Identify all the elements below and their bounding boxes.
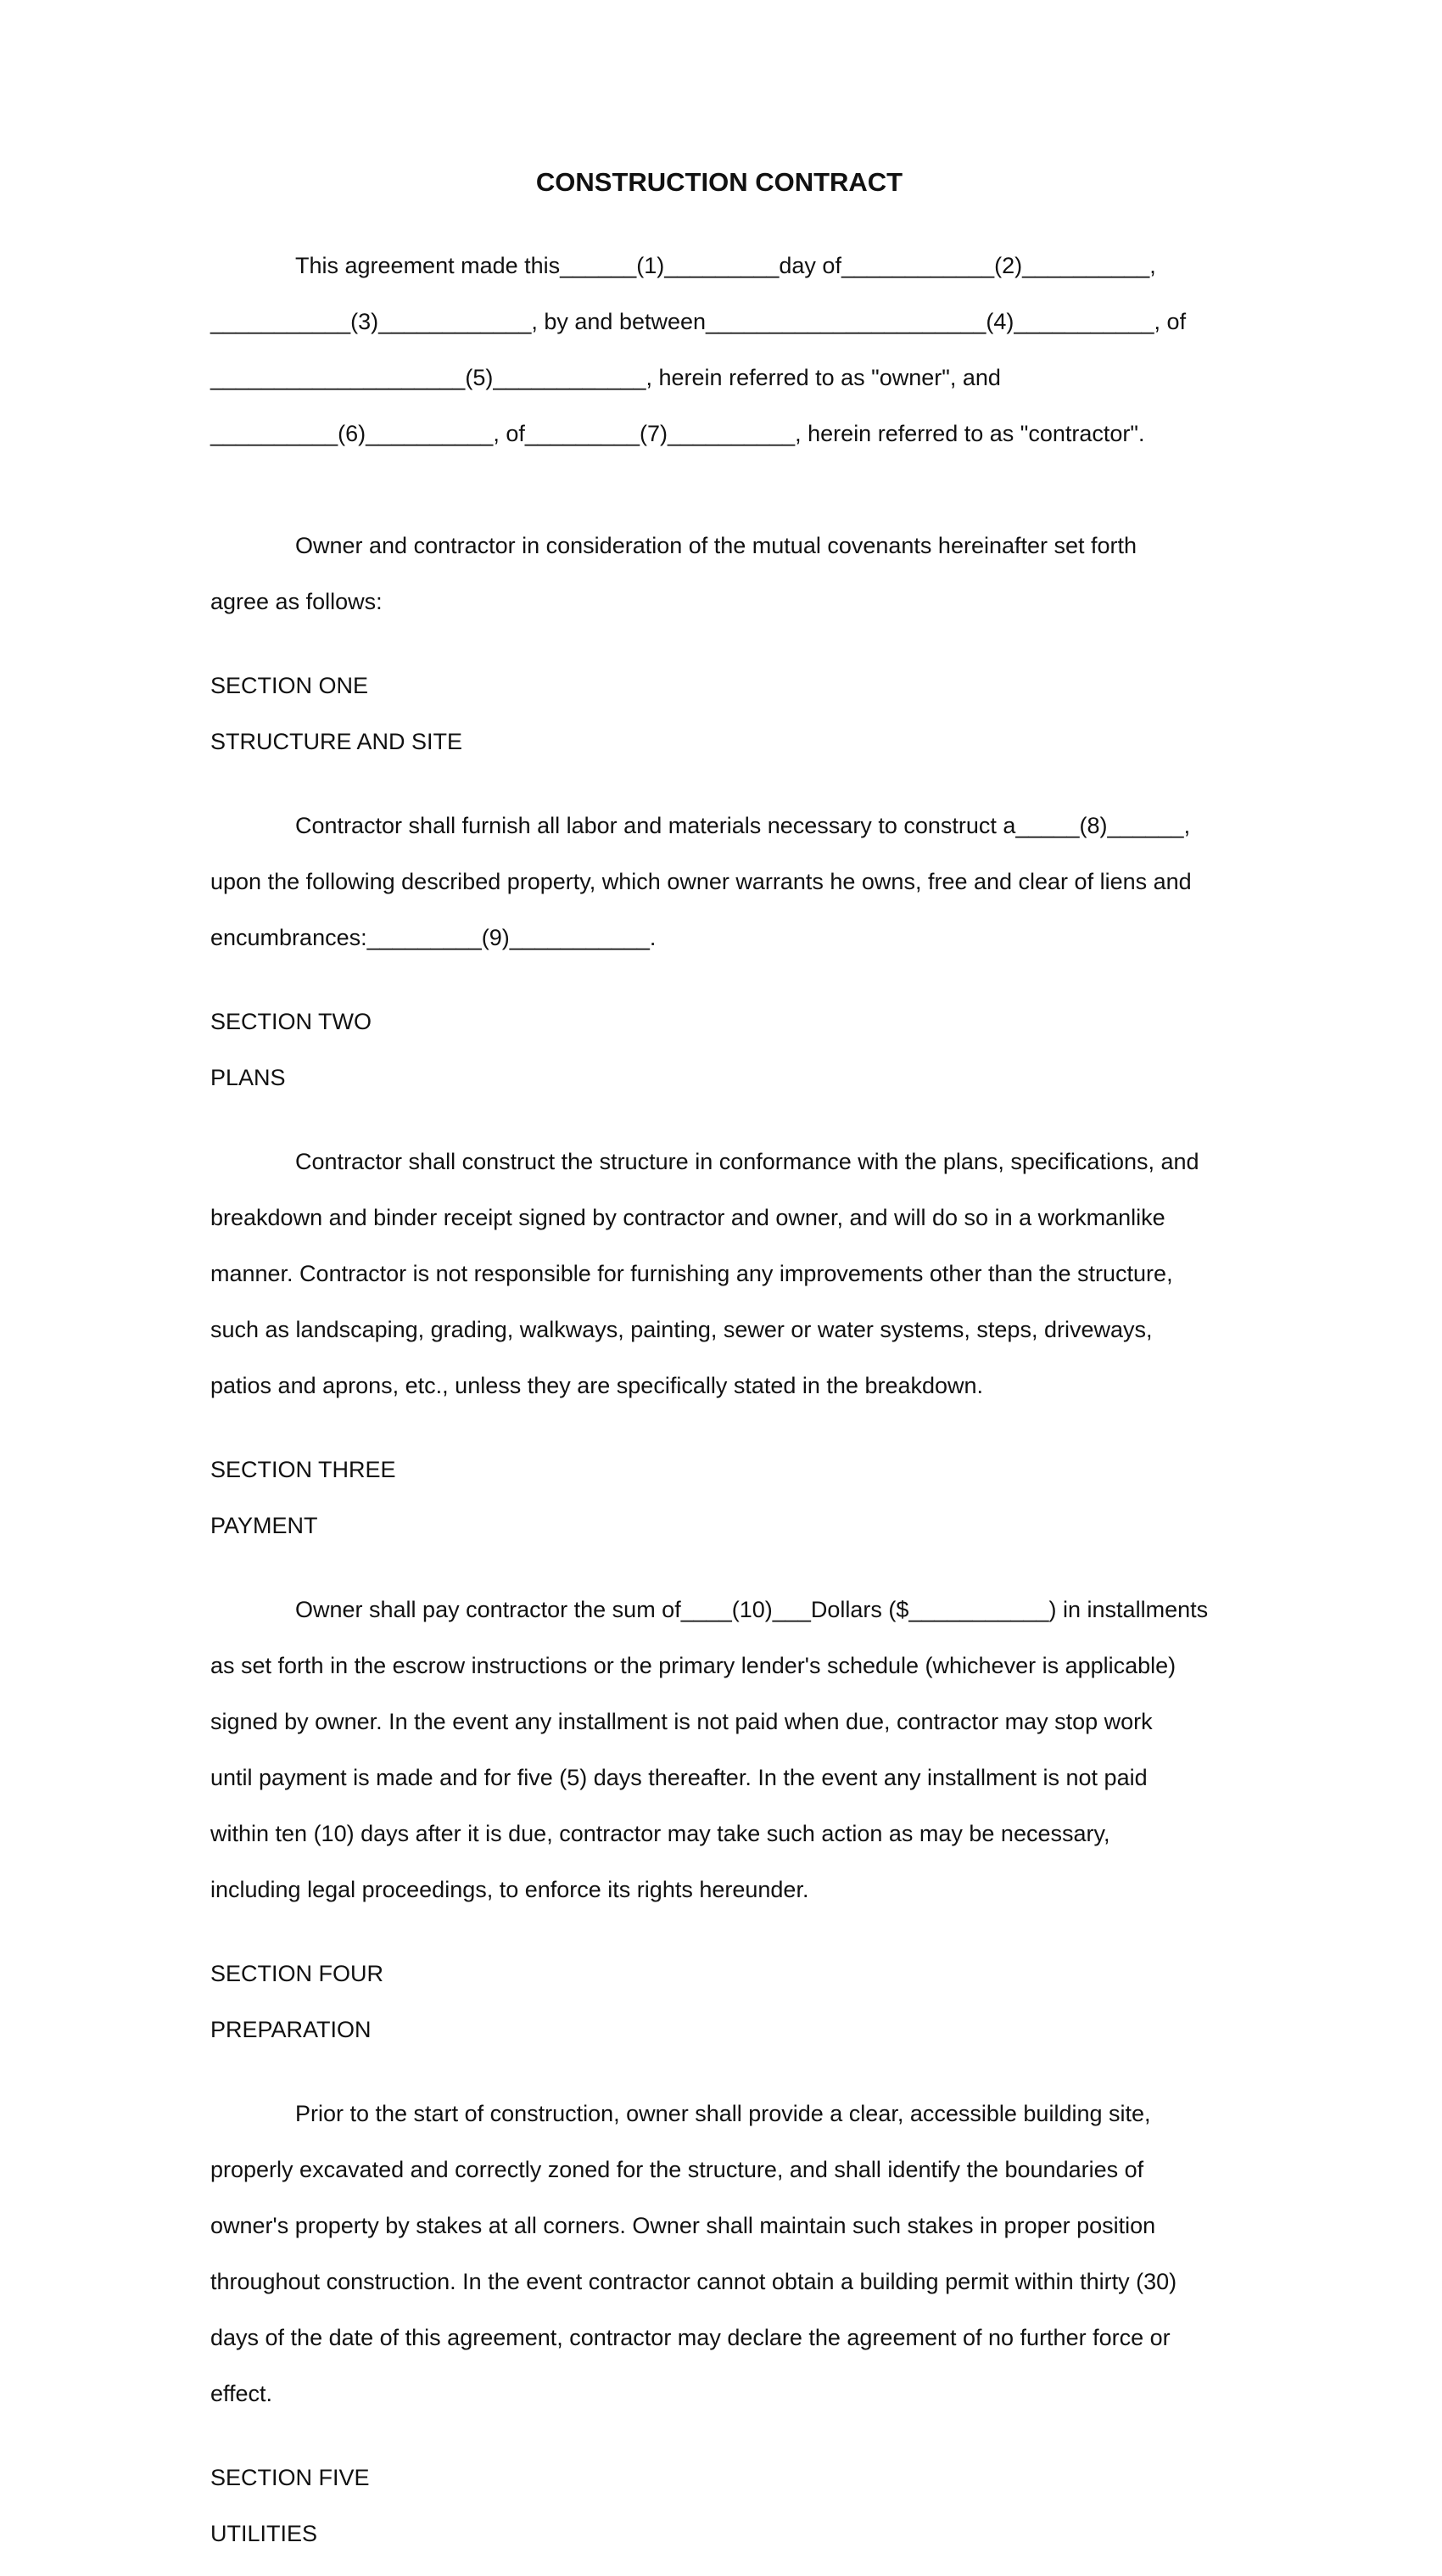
intro-line: ____________________(5)____________, herein referred to as "owner", and: [210, 365, 1001, 390]
body-line: Owner shall pay contractor the sum of____(10)___Dollars ($___________) in installments: [295, 1597, 1209, 1622]
body-line: properly excavated and correctly zoned for the structure, and shall identify the boundaries of: [210, 2157, 1144, 2182]
section-body: [210, 1120, 1228, 1428]
intro-line: __________(6)__________, of_________(7)__________, herein referred to as "contractor".: [210, 421, 1145, 446]
agreement-line: Owner and contractor in consideration of the mutual covenants hereinafter set forth: [295, 533, 1137, 558]
section-heading: PLANS: [210, 1065, 286, 1090]
body-line: Contractor shall construct the structure in conformance with the plans, specifications, and: [295, 1149, 1199, 1174]
intro-line: This agreement made this______(1)_________day of____________(2)__________,: [295, 253, 1156, 278]
document-title: CONSTRUCTION CONTRACT: [535, 167, 903, 197]
body-line: patios and aprons, etc., unless they are specifically stated in the breakdown.: [210, 1373, 984, 1398]
body-line: as set forth in the escrow instructions or the primary lender's schedule (whichever is applicable): [210, 1653, 1177, 1678]
section-body: [210, 2072, 1228, 2436]
body-line: owner's property by stakes at all corners. Owner shall maintain such stakes in proper position: [210, 2213, 1156, 2238]
section-heading: PAYMENT: [210, 1513, 318, 1538]
section-number: SECTION FIVE: [210, 2465, 370, 2490]
body-line: throughout construction. In the event contractor cannot obtain a building permit within thirty (30): [210, 2269, 1177, 2294]
body-line: days of the date of this agreement, contractor may declare the agreement of no further force or: [210, 2325, 1171, 2350]
body-line: including legal proceedings, to enforce its rights hereunder.: [210, 1877, 809, 1902]
body-line: upon the following described property, which owner warrants he owns, free and clear of liens and: [210, 869, 1192, 894]
section-heading: PREPARATION: [210, 2017, 372, 2042]
agreement-paragraph: [210, 504, 1228, 644]
body-line: signed by owner. In the event any installment is not paid when due, contractor may stop work: [210, 1709, 1153, 1734]
body-line: such as landscaping, grading, walkways, painting, sewer or water systems, steps, driveways,: [210, 1317, 1153, 1342]
section-number: SECTION TWO: [210, 1009, 372, 1034]
body-line: encumbrances:_________(9)___________.: [210, 925, 657, 950]
body-line: manner. Contractor is not responsible for furnishing any improvements other than the structure,: [210, 1261, 1173, 1286]
intro-paragraph: [210, 224, 1228, 476]
section-body: [210, 1568, 1228, 1932]
intro-line: ___________(3)____________, by and between______________________(4)___________, of: [210, 309, 1187, 334]
body-line: within ten (10) days after it is due, contractor may take such action as may be necessary,: [210, 1821, 1110, 1846]
body-line: Prior to the start of construction, owner shall provide a clear, accessible building site,: [295, 2101, 1151, 2126]
body-line: effect.: [210, 2381, 273, 2406]
body-line: breakdown and binder receipt signed by contractor and owner, and will do so in a workmanlike: [210, 1205, 1165, 1230]
section-body: [210, 784, 1228, 980]
section-heading: UTILITIES: [210, 2521, 318, 2546]
section-number: SECTION THREE: [210, 1457, 396, 1482]
agreement-line: agree as follows:: [210, 589, 383, 614]
body-line: until payment is made and for five (5) days thereafter. In the event any installment is not paid: [210, 1765, 1148, 1790]
section-number: SECTION FOUR: [210, 1961, 384, 1986]
section-number: SECTION ONE: [210, 673, 369, 698]
section-heading: STRUCTURE AND SITE: [210, 729, 463, 754]
body-line: Contractor shall furnish all labor and materials necessary to construct a_____(8)______,: [295, 813, 1191, 838]
document-page: [210, 166, 1228, 2576]
